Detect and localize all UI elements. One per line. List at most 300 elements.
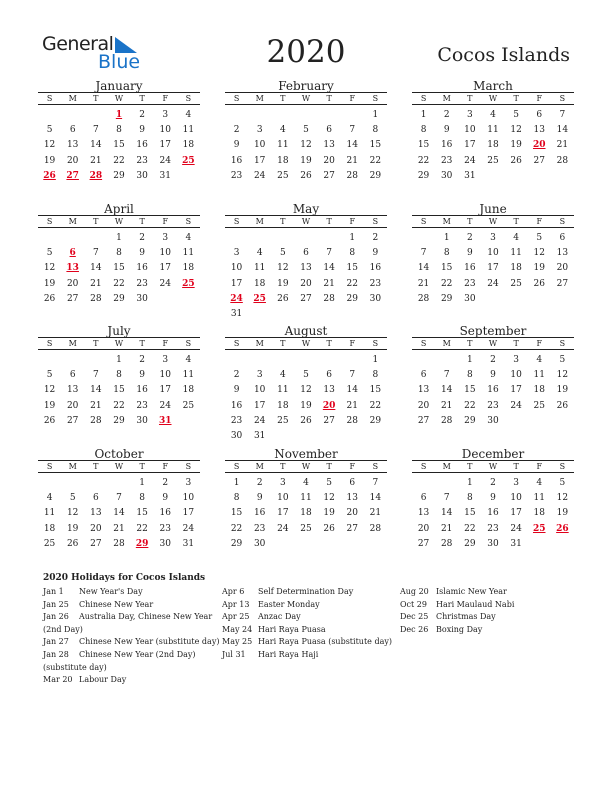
date-cell: 12 xyxy=(533,248,545,259)
date-cell: 8 xyxy=(420,125,427,136)
weekday-header xyxy=(412,460,574,473)
date-cell: 24 xyxy=(159,278,171,289)
holiday-date: 29 xyxy=(135,538,149,549)
weekday-label: W xyxy=(301,339,311,348)
holiday-item xyxy=(43,636,221,649)
weekday-label: M xyxy=(68,339,77,348)
date-cell: 10 xyxy=(230,263,243,274)
weekday-label: F xyxy=(349,217,356,226)
date-cell: 18 xyxy=(277,155,289,166)
month-title: April xyxy=(104,202,134,216)
holiday-date: 20 xyxy=(532,140,546,151)
date-cell: 24 xyxy=(159,155,171,166)
holiday-column xyxy=(222,586,400,662)
date-cell: 20 xyxy=(417,523,430,534)
date-cell: 4 xyxy=(185,110,192,120)
date-cell: 16 xyxy=(230,155,243,166)
date-cell: 29 xyxy=(369,170,382,181)
date-cell: 29 xyxy=(113,415,125,426)
weekday-label: F xyxy=(349,94,356,103)
weekday-label: T xyxy=(513,339,519,348)
holiday-date: 31 xyxy=(158,415,172,426)
date-cell: 17 xyxy=(182,508,195,519)
weekday-label: S xyxy=(559,94,566,103)
month-title: June xyxy=(479,202,507,216)
holiday-name: Hari Raya Haji xyxy=(258,649,319,659)
date-cell: 17 xyxy=(253,400,266,411)
weekday-label: F xyxy=(349,339,356,348)
date-cell: 5 xyxy=(536,233,543,243)
date-cell: 12 xyxy=(43,385,56,396)
date-cell: 7 xyxy=(372,478,379,488)
holiday-date: 24 xyxy=(230,293,243,304)
holiday-date-label: Jan 1 xyxy=(43,587,64,596)
date-cell: 13 xyxy=(300,263,312,274)
date-cell: 29 xyxy=(440,293,453,304)
date-cell: 26 xyxy=(277,293,289,304)
date-cell: 9 xyxy=(372,248,379,259)
date-cell: 22 xyxy=(417,155,430,166)
holiday-name: Self Determination Day xyxy=(258,587,354,596)
weekday-label: T xyxy=(280,94,286,103)
date-cell: 1 xyxy=(116,233,122,243)
date-cell: 28 xyxy=(440,415,453,426)
date-cell: 27 xyxy=(323,170,335,181)
date-cell: 30 xyxy=(136,293,148,304)
weekday-label: S xyxy=(420,339,427,348)
date-cell: 27 xyxy=(66,415,79,426)
date-cell: 18 xyxy=(277,400,289,411)
weekday-header xyxy=(412,92,574,105)
weekday-header xyxy=(225,337,387,350)
weekday-label: S xyxy=(420,94,427,103)
month-august xyxy=(225,324,387,444)
date-cell: 30 xyxy=(136,170,148,181)
holiday-item xyxy=(400,611,578,624)
holiday-date: 25 xyxy=(532,523,546,534)
date-cell: 26 xyxy=(43,415,56,426)
date-cell: 14 xyxy=(417,263,430,274)
logo-general-text: General xyxy=(42,33,114,55)
date-cell: 3 xyxy=(162,355,169,365)
month-title: November xyxy=(274,447,338,461)
holiday-name: Christmas Day xyxy=(436,612,496,622)
date-cell: 5 xyxy=(559,355,566,365)
date-cell: 17 xyxy=(159,385,171,396)
date-cell: 18 xyxy=(43,523,56,534)
date-cell: 7 xyxy=(349,125,356,136)
date-cell: 10 xyxy=(159,125,171,136)
date-cell: 4 xyxy=(185,233,192,243)
date-cell: 3 xyxy=(256,125,263,136)
weekday-label: W xyxy=(114,217,124,226)
weekday-header xyxy=(412,337,574,350)
date-cell: 7 xyxy=(116,493,122,504)
date-cell: 1 xyxy=(372,355,379,365)
date-cell: 2 xyxy=(372,233,379,243)
date-cell: 11 xyxy=(300,493,312,504)
date-cell: 2 xyxy=(490,478,496,488)
date-cell: 6 xyxy=(536,110,543,120)
date-cell: 24 xyxy=(464,155,476,166)
holiday-date: 26 xyxy=(43,170,56,181)
weekday-label: M xyxy=(442,462,451,471)
date-cell: 24 xyxy=(182,523,195,534)
weekday-label: S xyxy=(233,217,240,226)
date-cell: 6 xyxy=(349,478,356,488)
date-cell: 13 xyxy=(533,125,545,136)
date-cell: 26 xyxy=(556,400,569,411)
date-cell: 11 xyxy=(43,508,56,519)
date-cell: 12 xyxy=(43,140,56,151)
date-cell: 29 xyxy=(113,293,125,304)
weekday-label: S xyxy=(185,217,192,226)
date-cell: 24 xyxy=(510,400,522,411)
date-cell: 13 xyxy=(66,140,79,151)
date-cell: 21 xyxy=(440,400,453,411)
month-february xyxy=(225,79,387,199)
date-cell: 19 xyxy=(556,508,569,519)
date-cell: 2 xyxy=(233,370,240,381)
date-cell: 3 xyxy=(490,233,496,243)
date-cell: 30 xyxy=(159,538,171,549)
holiday-date: 6 xyxy=(69,248,76,259)
date-cell: 26 xyxy=(300,170,312,181)
holiday-date: 25 xyxy=(182,155,195,166)
date-cell: 8 xyxy=(139,493,145,504)
date-cell: 2 xyxy=(256,478,263,488)
date-cell: 4 xyxy=(536,478,543,488)
date-cell: 22 xyxy=(113,155,125,166)
holiday-date: 27 xyxy=(66,170,79,181)
date-cell: 19 xyxy=(510,140,522,151)
date-cell: 3 xyxy=(162,110,169,120)
date-cell: 14 xyxy=(556,125,569,136)
holiday-date-label: Jan 28 xyxy=(43,649,69,659)
date-cell: 18 xyxy=(182,263,195,274)
date-cell: 8 xyxy=(372,370,379,381)
weekday-label: S xyxy=(559,217,566,226)
date-cell: 12 xyxy=(66,508,79,519)
date-cell: 23 xyxy=(230,415,243,426)
weekday-label: F xyxy=(162,339,169,348)
date-cell: 28 xyxy=(440,538,453,549)
date-cell: 22 xyxy=(113,400,125,411)
weekday-label: M xyxy=(68,462,77,471)
date-cell: 16 xyxy=(369,263,382,274)
date-cell: 19 xyxy=(300,155,312,166)
date-cell: 1 xyxy=(139,478,145,488)
date-cell: 25 xyxy=(510,278,522,289)
month-september xyxy=(412,324,574,444)
date-cell: 7 xyxy=(559,110,566,120)
date-cell: 19 xyxy=(533,263,545,274)
date-cell: 4 xyxy=(279,125,286,136)
date-cell: 11 xyxy=(533,370,545,381)
date-cell: 10 xyxy=(253,385,266,396)
date-cell: 18 xyxy=(300,508,312,519)
date-cell: 31 xyxy=(464,170,476,181)
date-cell: 10 xyxy=(510,493,522,504)
date-cell: 13 xyxy=(417,508,430,519)
holiday-date-label: Oct 29 xyxy=(400,599,427,609)
date-cell: 12 xyxy=(510,125,522,136)
date-cell: 23 xyxy=(136,400,148,411)
weekday-label: S xyxy=(233,462,240,471)
date-cell: 30 xyxy=(230,431,243,441)
date-cell: 31 xyxy=(182,538,195,549)
date-cell: 19 xyxy=(556,385,569,396)
weekday-label: M xyxy=(255,217,264,226)
date-cell: 14 xyxy=(440,385,453,396)
holiday-date: 1 xyxy=(115,110,123,120)
date-cell: 1 xyxy=(443,233,450,243)
date-cell: 10 xyxy=(487,248,499,259)
holiday-item xyxy=(222,599,400,612)
weekday-label: M xyxy=(255,462,264,471)
weekday-label: T xyxy=(139,462,145,471)
date-cell: 22 xyxy=(464,523,476,534)
date-cell: 3 xyxy=(466,110,473,120)
date-cell: 9 xyxy=(466,248,473,259)
date-cell: 18 xyxy=(510,263,522,274)
date-cell: 4 xyxy=(279,370,286,381)
date-cell: 22 xyxy=(369,155,382,166)
date-cell: 15 xyxy=(113,263,125,274)
date-cell: 20 xyxy=(300,278,312,289)
date-cell: 31 xyxy=(253,431,266,441)
date-cell: 12 xyxy=(323,493,335,504)
weekday-label: T xyxy=(280,217,286,226)
date-cell: 14 xyxy=(369,493,382,504)
date-cell: 11 xyxy=(182,248,195,259)
date-cell: 3 xyxy=(162,233,169,243)
date-cell: 12 xyxy=(300,140,312,151)
holiday-date-label: Dec 25 xyxy=(400,612,429,622)
date-cell: 28 xyxy=(369,523,382,534)
date-cell: 18 xyxy=(253,278,266,289)
weekday-label: S xyxy=(559,462,566,471)
weekday-label: F xyxy=(162,462,169,471)
date-cell: 27 xyxy=(533,155,545,166)
weekday-label: W xyxy=(114,339,124,348)
date-cell: 8 xyxy=(233,493,240,504)
date-cell: 21 xyxy=(323,278,335,289)
date-cell: 5 xyxy=(559,478,566,488)
date-cell: 21 xyxy=(440,523,453,534)
month-may xyxy=(225,202,387,322)
month-july xyxy=(38,324,200,444)
weekday-label: F xyxy=(162,94,169,103)
weekday-label: S xyxy=(372,217,379,226)
date-cell: 5 xyxy=(326,478,332,488)
weekday-label: T xyxy=(467,339,473,348)
date-cell: 27 xyxy=(300,293,312,304)
date-cell: 25 xyxy=(182,400,195,411)
month-title: February xyxy=(278,79,334,93)
date-cell: 11 xyxy=(277,140,289,151)
date-cell: 9 xyxy=(490,493,496,504)
date-cell: 19 xyxy=(43,400,56,411)
date-cell: 15 xyxy=(113,385,125,396)
date-cell: 6 xyxy=(326,370,332,381)
weekday-header xyxy=(225,460,387,473)
date-cell: 9 xyxy=(162,493,169,504)
date-cell: 29 xyxy=(369,415,382,426)
date-cell: 29 xyxy=(346,293,358,304)
date-cell: 27 xyxy=(556,278,569,289)
date-cell: 20 xyxy=(556,263,569,274)
date-cell: 8 xyxy=(466,370,473,381)
holiday-item xyxy=(43,586,221,599)
date-cell: 16 xyxy=(253,508,266,519)
date-cell: 2 xyxy=(466,233,473,243)
weekday-label: T xyxy=(513,94,519,103)
date-cell: 26 xyxy=(510,155,522,166)
date-cell: 29 xyxy=(464,538,476,549)
date-cell: 5 xyxy=(513,110,519,120)
date-cell: 19 xyxy=(66,523,79,534)
date-cell: 24 xyxy=(159,400,171,411)
date-cell: 25 xyxy=(277,170,289,181)
date-cell: 12 xyxy=(300,385,312,396)
weekday-label: F xyxy=(536,217,543,226)
weekday-label: T xyxy=(467,462,473,471)
month-october xyxy=(38,447,200,567)
date-cell: 13 xyxy=(556,248,569,259)
holiday-item xyxy=(222,649,400,662)
weekday-label: W xyxy=(301,217,311,226)
month-june xyxy=(412,202,574,322)
date-cell: 2 xyxy=(233,125,240,136)
date-cell: 28 xyxy=(417,293,430,304)
date-cell: 13 xyxy=(346,493,358,504)
country-title: Cocos Islands xyxy=(437,44,570,66)
date-cell: 4 xyxy=(46,493,53,504)
holiday-column xyxy=(400,586,578,636)
holiday-name: Hari Raya Puasa (substitute day) xyxy=(258,637,392,647)
date-cell: 5 xyxy=(46,370,53,381)
date-cell: 26 xyxy=(533,278,545,289)
month-title: December xyxy=(461,447,525,461)
date-cell: 16 xyxy=(440,140,453,151)
holiday-item xyxy=(222,586,400,599)
weekday-label: W xyxy=(488,217,498,226)
weekday-header xyxy=(38,215,200,228)
weekday-label: F xyxy=(536,339,543,348)
date-cell: 13 xyxy=(90,508,102,519)
weekday-header xyxy=(38,92,200,105)
weekday-label: T xyxy=(326,217,332,226)
holiday-date: 20 xyxy=(322,400,336,411)
date-cell: 3 xyxy=(513,355,519,365)
date-cell: 23 xyxy=(487,523,499,534)
weekday-label: T xyxy=(326,94,332,103)
holiday-item xyxy=(400,624,578,637)
date-cell: 8 xyxy=(116,125,122,136)
holiday-date-label: Jan 27 xyxy=(43,637,69,647)
weekday-label: M xyxy=(442,217,451,226)
date-cell: 16 xyxy=(136,140,148,151)
date-cell: 20 xyxy=(66,400,79,411)
date-cell: 10 xyxy=(510,370,522,381)
date-cell: 9 xyxy=(256,493,263,504)
date-cell: 10 xyxy=(464,125,476,136)
holiday-name: Islamic New Year xyxy=(436,587,507,596)
date-cell: 9 xyxy=(443,125,450,136)
date-cell: 17 xyxy=(159,140,171,151)
weekday-label: S xyxy=(372,339,379,348)
holiday-date-label: Mar 20 xyxy=(43,675,73,685)
weekday-label: W xyxy=(114,94,124,103)
holiday-date-label: May 24 xyxy=(222,624,253,634)
date-cell: 30 xyxy=(487,538,499,549)
date-cell: 20 xyxy=(66,155,79,166)
date-cell: 21 xyxy=(90,400,102,411)
date-cell: 16 xyxy=(230,400,243,411)
date-cell: 26 xyxy=(66,538,79,549)
date-cell: 21 xyxy=(90,278,102,289)
date-cell: 17 xyxy=(487,263,499,274)
date-cell: 15 xyxy=(417,140,430,151)
month-title: August xyxy=(284,324,328,338)
date-cell: 20 xyxy=(346,508,358,519)
date-cell: 10 xyxy=(159,370,171,381)
weekday-label: S xyxy=(46,462,53,471)
weekday-label: S xyxy=(185,339,192,348)
date-cell: 18 xyxy=(182,385,195,396)
holiday-name: Hari Maulaud Nabi xyxy=(436,599,515,609)
date-cell: 2 xyxy=(490,355,496,365)
date-cell: 9 xyxy=(139,370,145,381)
weekday-header xyxy=(38,460,200,473)
month-title: March xyxy=(473,79,513,93)
date-cell: 22 xyxy=(440,278,453,289)
date-cell: 8 xyxy=(443,248,450,259)
date-cell: 17 xyxy=(277,508,289,519)
date-cell: 17 xyxy=(510,508,522,519)
weekday-label: M xyxy=(442,339,451,348)
holiday-column xyxy=(43,586,221,687)
date-cell: 27 xyxy=(66,293,79,304)
date-cell: 23 xyxy=(159,523,171,534)
weekday-label: M xyxy=(68,217,77,226)
weekday-label: T xyxy=(280,462,286,471)
date-cell: 25 xyxy=(533,400,545,411)
month-title: May xyxy=(292,202,320,216)
date-cell: 28 xyxy=(90,293,102,304)
month-november xyxy=(225,447,387,567)
date-cell: 27 xyxy=(417,415,430,426)
weekday-label: T xyxy=(93,217,99,226)
weekday-label: S xyxy=(420,217,427,226)
date-cell: 30 xyxy=(136,415,148,426)
date-cell: 17 xyxy=(510,385,522,396)
date-cell: 23 xyxy=(464,278,476,289)
weekday-label: T xyxy=(467,217,473,226)
weekday-label: F xyxy=(162,217,169,226)
date-cell: 16 xyxy=(487,508,499,519)
holiday-date: 13 xyxy=(66,263,79,274)
holiday-item xyxy=(222,636,400,649)
weekday-label: T xyxy=(93,462,99,471)
weekday-label: W xyxy=(488,94,498,103)
date-cell: 17 xyxy=(253,155,266,166)
date-cell: 5 xyxy=(303,370,309,381)
date-cell: 13 xyxy=(66,385,79,396)
date-cell: 31 xyxy=(230,309,243,319)
weekday-label: W xyxy=(301,462,311,471)
